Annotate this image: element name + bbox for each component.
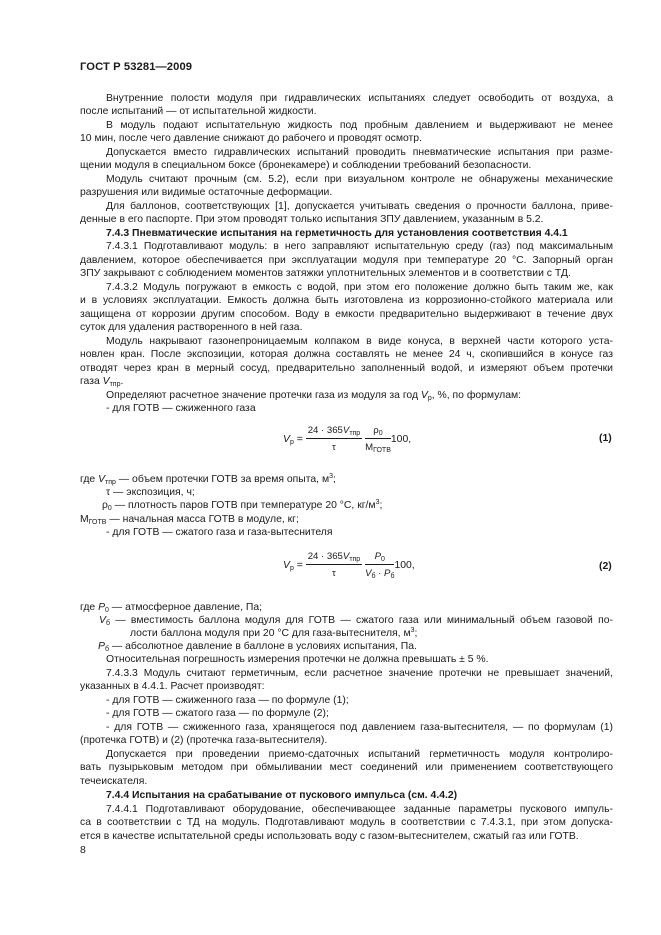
paragraph-line: Модуль считают прочным (см. 5.2), если при визуальном контроле не обнаружены механические: [106, 174, 613, 185]
paragraph-line: - для ГОТВ — сжатого газа — по формуле (2);: [106, 708, 329, 719]
paragraph-line: Для баллонов, соответствующих [1], допускается учитывать сведения о прочности баллона, приве-: [106, 201, 613, 212]
document-header: ГОСТ Р 53281—2009: [80, 61, 193, 73]
paragraph-line: 7.4.3.1 Подготавливают модуль: в него заправляют испытательную среду (газ) под максимальным: [106, 241, 613, 252]
paragraph-line: давлением, которое обеспечивается при эксплуатации модуля при температуре 20 °С. Запорный орган: [80, 255, 613, 266]
paragraph-line: Допускается при проведении приемо-сдаточных испытаний герметичность модуля контролиро-: [106, 749, 613, 760]
where-2-row-0: где $P_0$ — атмосферное давление, Па;: [80, 602, 262, 614]
paragraph-line: - для ГОТВ — сжиженного газа — по формуле (1);: [106, 695, 349, 706]
paragraph-line: 7.4.4 Испытания на срабатывание от пускового импульса (см. 4.4.2): [106, 790, 458, 801]
paragraph-line: защищена от коррозии другим способом. Воду в емкости предварительно выдерживают в течение двух: [80, 309, 613, 320]
paragraph-line: са в соответствии с ТД на модуль. Подготавливают модуль в соответствии с 7.4.3.1, при этом допуска-: [80, 817, 613, 828]
paragraph-line: Модуль накрывают газонепроницаемым колпаком в виде конуса, в верхней части которого уста-: [106, 336, 613, 347]
paragraph-line: указанных в 4.4.1. Расчет производят:: [80, 681, 265, 692]
list-item-gotv-liquid: - для ГОТВ — сжиженного газа: [106, 403, 256, 414]
paragraph-line: после испытаний — от испытательной жидкости.: [80, 106, 317, 117]
paragraph-line: новлен кран. После экспозиции, которая должна составлять не менее 24 ч, скопившийся в конусе газ: [80, 349, 613, 360]
paragraph-line-define: Определяют расчетное значение протечки газа из модуля за год $V_р$, %, по формулам:: [106, 390, 522, 402]
paragraph-line: (протечка ГОТВ) и (2) (протечка газа-вытеснителя).: [80, 735, 328, 746]
paragraph-line: В модуль подают испытательную жидкость под пробным давлением и выдерживают не менее: [106, 120, 613, 131]
formula-2-fraction-b: $\frac{P_0}{V_б \cdot P_б}$: [365, 551, 395, 580]
formula-2: $V_р$ = $\frac{24 \cdot 365V_{тпр}}{\tau}$ $\frac{P_0}{V_б \cdot P_б}$ 100,: [283, 551, 415, 580]
where-1-row-0: где $V_{тпр}$ — объем протечки ГОТВ за время опыта, $м^3$;: [80, 473, 336, 486]
paragraph-line: и в условиях эксплуатации. Емкость должна быть изготовлена из коррозионно-стойкого материала или: [80, 295, 613, 306]
paragraph-line: суток для удаления растворенного в ней газа.: [80, 322, 303, 333]
paragraph-line: денные в его паспорте. При этом проводят только испытания ЗПУ давлением, указанным в 5.2.: [80, 214, 544, 225]
paragraph-line: ЗПУ закрывают с соблюдением моментов затяжки уплотнительных элементов и в соответствии с ТД.: [80, 268, 571, 279]
paragraph-line: течеискателя.: [80, 776, 148, 787]
paragraph-line: ется в качестве испытательной среды использовать воду с газом-вытеснителем, сжатый газ или ГОТВ.: [80, 831, 579, 842]
paragraph-line: 7.4.3 Пневматические испытания на герметичность для установления соответствия 4.4.1: [106, 228, 568, 239]
paragraph-line: Внутренние полости модуля при гидравлических испытаниях следует освободить от воздуха, а: [106, 93, 613, 104]
paragraph-line: - для ГОТВ — сжиженного газа, хранящегося под давлением газа-вытеснителя, — по формулам (1): [106, 722, 613, 733]
paragraph-line: 7.4.3.3 Модуль считают герметичным, если расчетное значение протечки не превышает значений,: [106, 668, 613, 679]
paragraph-line: вать пузырьковым методом при обмыливании мест соединений или применением соответствующего: [80, 762, 613, 773]
paragraph-line: щении модуля в специальном боксе (бронекамере) и соблюдении требований безопасности.: [80, 160, 532, 171]
paragraph-line: 7.4.3.2 Модуль погружают в емкость с водой, при этом его положение должно быть таким же, как: [106, 282, 613, 293]
paragraph-line-vtp: газа $V_{тпр}$.: [80, 376, 124, 388]
paragraph-line: отводят через кран в мерный сосуд, предварительно заполненный водой, и измеряют объем протечки: [80, 363, 613, 374]
where-2-row-3: $P_б$ — абсолютное давление в баллоне в условиях испытания, Па.: [98, 641, 417, 653]
where-2-row-2: лости баллона модуля при 20 °С для газа-вытеснителя, $м^3$;: [130, 627, 418, 639]
formula-1-fraction-b: $\frac{\rho_0}{M_{ГОТВ}}$: [365, 425, 391, 454]
paragraph-line: разрушения или видимые остаточные деформации.: [80, 187, 333, 198]
formula-2-number: (2): [599, 561, 612, 572]
formula-1-number: (1): [599, 433, 612, 444]
formula-1-fraction-a: $\frac{24 \cdot 365V_{тпр}}{\tau}$: [307, 425, 361, 453]
paragraph-line: Допускается вместо гидравлических испытаний проводить пневматические испытания при разме-: [106, 147, 613, 158]
where-2-row-1: $V_б$ — вместимость баллона модуля для ГОТВ — сжатого газа или минимальный объем газовой по-: [99, 615, 613, 627]
formula-1: $V_р$ = $\frac{24 \cdot 365V_{тпр}}{\tau}$ $\frac{\rho_0}{M_{ГОТВ}}$ 100,: [283, 425, 412, 454]
formula-2-fraction-a: $\frac{24 \cdot 365V_{тпр}}{\tau}$: [307, 551, 361, 579]
page-number: 8: [80, 845, 86, 856]
where-1-row-2: $\rho_0$ — плотность паров ГОТВ при температуре 20 °С, $кг/м^3$;: [102, 499, 383, 512]
where-1-row-3: $M_{ГОТВ}$ — начальная масса ГОТВ в модуле, кг;: [80, 514, 299, 526]
paragraph-line: 7.4.4.1 Подготавливают оборудование, обеспечивающее заданные параметры пускового импуль-: [106, 804, 613, 815]
where-1-row-1: τ — экспозиция, ч;: [106, 487, 195, 498]
list-item-gotv-compressed: - для ГОТВ — сжатого газа и газа-вытеснителя: [106, 527, 333, 538]
paragraph-line: Относительная погрешность измерения протечки не должна превышать ± 5 %.: [106, 654, 489, 665]
paragraph-line: 10 мин, после чего давление снижают до рабочего и проводят осмотр.: [80, 133, 422, 144]
